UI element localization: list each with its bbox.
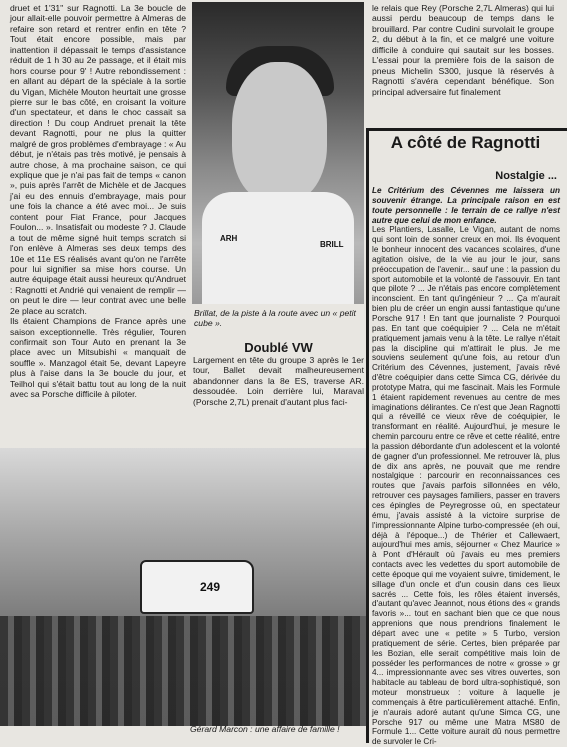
rally-car-photo [0, 448, 366, 726]
sidebar-title: A côté de Ragnotti [390, 133, 541, 152]
article-paragraph: Largement en tête du groupe 3 après le 1er tour, Ballet devait malheureusement abandonner dans la 8e ES, traverse AR. dessoudée. Loin derrière lui, Maraval (Porsche 2,7L) prenait d'autant plus faci- [193, 355, 364, 407]
sidebar-subtitle: Nostalgie ... [495, 170, 557, 182]
sidebar-body [372, 186, 560, 747]
article-paragraph: le relais que Rey (Porsche 2,7L Almeras) qui lui aussi perdu beaucoup de temps dans le brouillard. Par contre Cudini survolait le groupe 2, du début à la fin, et ce malgré une voiture difficile à conduire qui sautait sur les bosses. L'essai pour la première fois de la saison de pneus Michelin S300, jusque là réservés à Ragnotti s'avéra cependant bénéfique. Son principal adversaire fut finalement [372, 3, 554, 97]
section-heading: Doublé VW [244, 340, 313, 355]
suit-patch-text: ARH [220, 234, 238, 243]
sidebar-intro: Le Critérium des Cévennes me laissera un souvenir étrange. La principale raison en est toute personnelle : le terrain de ce rallye n'est autre que celui de mon enfance. [372, 186, 560, 225]
article-column-2 [193, 355, 364, 407]
sidebar-paragraph: Les Plantiers, Lasalle, Le Vigan, autant de noms qui sont loin de sonner creux en moi. Ils évoquent le bonheur innocent des vacances scolaires, d'une agitation oisive, de la vie au jour le jour, sans préoccupation de l'avenir... sauf une : la passion du sport automobile et la volonté de l'assouvir. En tant que pilote ? ... Je n'étais pas encore complètement inconscient. En tant qu'ingénieur ? ... Ça m'aurait bien plu de créer un engin aussi fantastique qu'une Porsche 917 ! En tant que journaliste ? Pourquoi pas. En tant que coéquipier ? ... Cela ne m'était pratiquement jamais venu à la tête. Le rallye n'était pas la discipline qui m'attirait le plus. Je me souviens seulement qu'une fois, au retour d'un Critérium des Cévennes, justement, j'avais rêvé d'être coéquipier dans cette Simca CG, dérivée du prototype Matra, qui me fascinait. Mais les Formule 1 étaient rapidement revenues au centre de mes imaginations délirantes. Ce n'est que Jean Ragnotti qui a réveillé ce vieux rêve de coéquipier, le transformant en réalité. Aujourd'hui, je mesure le chemin parcouru entre ce rêve et cette réalité, entre la passion débordante d'un adolescent et la volonté de gagner d'un professionnel. Me retrouver là, plus de dix ans après, ne pouvait que me rendre nostalgique : parcourir en reconnaissances ces routes que j'avais parfois sillonnées en vélo, retrouver ces paysages familiers, passer en travers ces épingles de Peyregrosse où, en spectateur ému, j'avais assisté à la victoire surprise de l'impressionnante Alpine turbo-compressée (eh oui, déjà à l'époque...) de Thérier et Callewaert, aujourd'hui mes amis, séjourner « Chez Maurice » à Pont d'Hérault où j'avais eu mes premiers contacts avec les vedettes du sport automobile de cette époque qui me voyaient suivre, timidement, le sillage d'un oncle et d'un cousin dans ces lieux sacrés ... Cette fois, les rôles étaient inversés, d'autant qu'avec Jeannot, nous étions des « grands favoris »... tout en sachant bien que ce que nous apprenions que nous prendrions finalement le départ avec une « petite » 5 Turbo, version pratiquement de série. Certes, bien préparée par les Bozian, elle serait compétitive mais loin de posséder les performances de notre « grosse » gr 4... impressionnante avec ses vitres ouvertes, son habitacle au tableau de bord ultra-sophistiqué, son moteur monstrueux : voiture à laquelle je commençais à être particulièrement attaché. Enfin, je n'aurais adoré autant qu'une Simca CG, une Porsche 917 ou même une Matra MS80 de Formule 1... Cette voiture aurait dû nous permettre de survoler le Cri- [372, 225, 560, 747]
article-paragraph: druet et 1'31'' sur Ragnotti. La 3e boucle de jour allait-elle pouvoir permettre à Almeras de refaire son retard et rentrer enfin en tête ? Tout était encore possible, mais par inattention il dépassait le temps d'assistance réduit de 1 h 30 au 2e passage, et il était mis hors course pour 9' ! Autre rebondissement : en allant au départ de la spéciale à la sortie du Vigan, Michèle Mouton heurtait une grosse pierre sur le bas côté, en croisant la voiture d'un spectateur, et dans le choc cassait sa direction ! Du coup Andruet prenait la tête devant Ragnotti, pour ne plus la quitter malgré de gros problèmes d'embrayage : « Au début, je n'étais pas très motivé, je pensais à autre chose, à ma prochaine saison, ce qui explique que je n'ai pas fait de temps « canon », puis après l'arrêt de Michèle et de Jacques j'ai eu des ennuis d'embrayage, mais pour une fois la chance a été avec moi... Je suis content pour Fiat France, pour Jacques Foulon... ». Insatisfait ou modeste ? J. Claude a tout de même signé huit temps scratch si l'on enlève à Almeras ses deux temps des 10e et 11e ES réalisés avant qu'on ne l'arrête pour lui signifier sa mise hors course. Un autre équipage était aussi heureux qu'Andruet : Ragnotti et Andrié qui venaient de remplir — on peut le dire — leur contrat avec une belle 2e place au scratch. [10, 3, 186, 316]
article-paragraph: Ils étaient Champions de France après une saison exceptionnelle. Très régulier, Touren confirmait son Tour Auto en prenant la 3e place avec un Mitsubishi « manquait de souffle ». Manzagol était 5e, devant Lapeyre plus à l'aise dans la 3e boucle du jour, et Teilhol qui s'était battu tout au long de la nuit avec sa Porsche difficile à piloter. [10, 316, 186, 400]
rally-car-shape [140, 560, 254, 614]
spectator-crowd-shape [0, 616, 366, 726]
photo-face-shape [232, 62, 327, 202]
suit-patch-text: BRILL [320, 240, 344, 249]
driver-portrait-photo [192, 2, 364, 304]
photo-caption: Brillat, de la piste à la route avec un « petit cube ». [194, 308, 356, 329]
article-column-1 [10, 3, 186, 400]
article-column-3-top [372, 3, 554, 97]
photo-caption: Gérard Marcon : une affaire de famille ! [190, 724, 340, 734]
car-number: 249 [200, 580, 221, 594]
